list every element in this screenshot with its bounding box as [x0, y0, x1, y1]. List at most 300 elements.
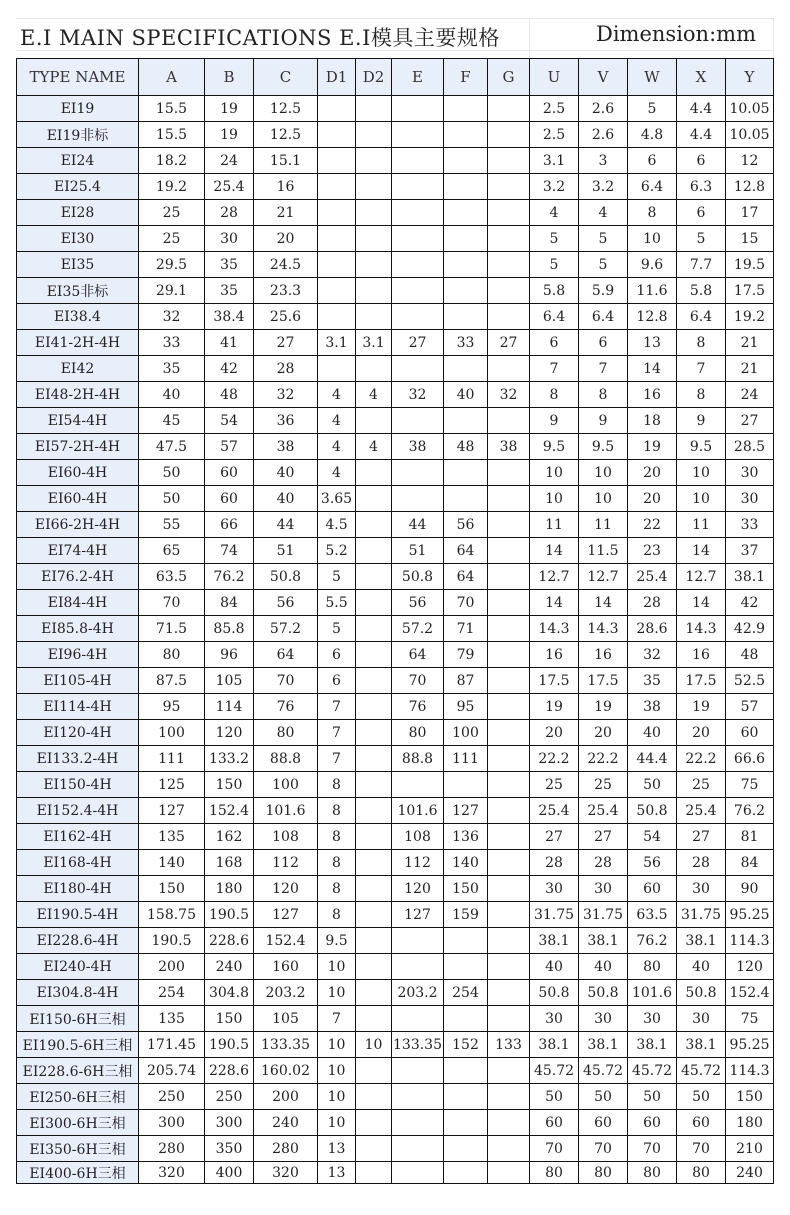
cell-c: 27 [254, 330, 318, 356]
cell-c: 24.5 [254, 252, 318, 278]
cell-x: 6 [677, 148, 726, 174]
type-name-cell: EI133.2-4H [17, 746, 139, 772]
column-header-type-name: TYPE NAME [17, 59, 139, 96]
type-name-cell: EI24 [17, 148, 139, 174]
cell-d2 [356, 538, 392, 564]
cell-e: 88.8 [392, 746, 444, 772]
cell-y: 152.4 [726, 980, 774, 1006]
cell-g: 27 [488, 330, 530, 356]
cell-u: 9 [530, 408, 579, 434]
cell-x: 7 [677, 356, 726, 382]
cell-e: 80 [392, 720, 444, 746]
cell-c: 240 [254, 1110, 318, 1136]
cell-x: 11 [677, 512, 726, 538]
cell-v: 50.8 [579, 980, 628, 1006]
cell-g [488, 252, 530, 278]
cell-x: 4.4 [677, 96, 726, 122]
cell-w: 38.1 [628, 1032, 677, 1058]
cell-w: 6.4 [628, 174, 677, 200]
cell-b: 152.4 [205, 798, 254, 824]
cell-f: 159 [444, 902, 488, 928]
cell-c: 70 [254, 668, 318, 694]
cell-u: 28 [530, 850, 579, 876]
table-row [17, 252, 774, 278]
cell-f [444, 486, 488, 512]
type-name-cell: EI54-4H [17, 408, 139, 434]
cell-u: 14.3 [530, 616, 579, 642]
cell-w: 30 [628, 1006, 677, 1032]
cell-v: 25 [579, 772, 628, 798]
type-name-cell: EI162-4H [17, 824, 139, 850]
cell-f [444, 1084, 488, 1110]
cell-f [444, 1136, 488, 1162]
cell-u: 45.72 [530, 1058, 579, 1084]
cell-a: 135 [139, 1006, 205, 1032]
cell-b: 35 [205, 278, 254, 304]
column-header-a: A [139, 59, 205, 96]
cell-a: 63.5 [139, 564, 205, 590]
cell-g [488, 694, 530, 720]
cell-a: 47.5 [139, 434, 205, 460]
cell-x: 10 [677, 460, 726, 486]
cell-w: 22 [628, 512, 677, 538]
cell-b: 74 [205, 538, 254, 564]
cell-v: 14 [579, 590, 628, 616]
cell-y: 27 [726, 408, 774, 434]
cell-u: 25.4 [530, 798, 579, 824]
type-name-cell: EI300-6H三相 [17, 1110, 139, 1136]
cell-d1: 8 [318, 902, 356, 928]
cell-d2 [356, 824, 392, 850]
cell-w: 12.8 [628, 304, 677, 330]
cell-a: 135 [139, 824, 205, 850]
sheet-gridline [529, 18, 530, 58]
type-name-cell: EI66-2H-4H [17, 512, 139, 538]
cell-w: 23 [628, 538, 677, 564]
cell-b: 228.6 [205, 928, 254, 954]
cell-g [488, 174, 530, 200]
cell-c: 15.1 [254, 148, 318, 174]
cell-d1 [318, 96, 356, 122]
cell-e: 108 [392, 824, 444, 850]
cell-d1 [318, 304, 356, 330]
cell-c: 12.5 [254, 96, 318, 122]
cell-f [444, 1162, 488, 1184]
cell-u: 25 [530, 772, 579, 798]
cell-u: 19 [530, 694, 579, 720]
type-name-cell: EI38.4 [17, 304, 139, 330]
cell-u: 27 [530, 824, 579, 850]
page-title: E.I MAIN SPECIFICATIONS E.I模具主要规格 [20, 26, 500, 50]
cell-b: 250 [205, 1084, 254, 1110]
cell-v: 22.2 [579, 746, 628, 772]
type-name-cell: EI304.8-4H [17, 980, 139, 1006]
cell-e [392, 174, 444, 200]
cell-w: 20 [628, 486, 677, 512]
cell-f: 111 [444, 746, 488, 772]
table-row [17, 486, 774, 512]
cell-e: 127 [392, 902, 444, 928]
cell-b: 162 [205, 824, 254, 850]
cell-g [488, 1162, 530, 1184]
cell-x: 4.4 [677, 122, 726, 148]
cell-a: 150 [139, 876, 205, 902]
cell-c: 76 [254, 694, 318, 720]
cell-y: 12.8 [726, 174, 774, 200]
cell-w: 101.6 [628, 980, 677, 1006]
cell-e [392, 460, 444, 486]
cell-b: 25.4 [205, 174, 254, 200]
cell-g [488, 1058, 530, 1084]
cell-u: 31.75 [530, 902, 579, 928]
cell-d1 [318, 148, 356, 174]
cell-c: 127 [254, 902, 318, 928]
table-row [17, 980, 774, 1006]
cell-f [444, 356, 488, 382]
cell-c: 160 [254, 954, 318, 980]
cell-e: 50.8 [392, 564, 444, 590]
cell-a: 50 [139, 486, 205, 512]
cell-w: 44.4 [628, 746, 677, 772]
column-header-u: U [530, 59, 579, 96]
cell-d2 [356, 928, 392, 954]
cell-a: 111 [139, 746, 205, 772]
cell-w: 50.8 [628, 798, 677, 824]
cell-b: 19 [205, 122, 254, 148]
cell-b: 300 [205, 1110, 254, 1136]
cell-d2 [356, 720, 392, 746]
cell-g [488, 668, 530, 694]
cell-v: 40 [579, 954, 628, 980]
cell-y: 15 [726, 226, 774, 252]
cell-d1: 5.5 [318, 590, 356, 616]
type-name-cell: EI180-4H [17, 876, 139, 902]
cell-b: 240 [205, 954, 254, 980]
table-row [17, 1006, 774, 1032]
cell-u: 80 [530, 1162, 579, 1184]
cell-d2: 4 [356, 434, 392, 460]
cell-u: 30 [530, 876, 579, 902]
cell-v: 3.2 [579, 174, 628, 200]
cell-f: 70 [444, 590, 488, 616]
cell-d2 [356, 96, 392, 122]
cell-d1: 6 [318, 668, 356, 694]
cell-u: 2.5 [530, 96, 579, 122]
type-name-cell: EI190.5-6H三相 [17, 1032, 139, 1058]
cell-b: 304.8 [205, 980, 254, 1006]
cell-c: 100 [254, 772, 318, 798]
cell-x: 30 [677, 876, 726, 902]
table-row [17, 330, 774, 356]
cell-g [488, 720, 530, 746]
type-name-cell: EI400-6H三相 [17, 1162, 139, 1184]
cell-w: 50 [628, 1084, 677, 1110]
cell-g [488, 954, 530, 980]
cell-c: 120 [254, 876, 318, 902]
cell-g [488, 148, 530, 174]
cell-y: 10.05 [726, 122, 774, 148]
cell-f: 40 [444, 382, 488, 408]
cell-w: 45.72 [628, 1058, 677, 1084]
column-header-d2: D2 [356, 59, 392, 96]
cell-e: 64 [392, 642, 444, 668]
cell-u: 9.5 [530, 434, 579, 460]
cell-y: 33 [726, 512, 774, 538]
cell-w: 5 [628, 96, 677, 122]
cell-x: 19 [677, 694, 726, 720]
cell-w: 38 [628, 694, 677, 720]
cell-u: 70 [530, 1136, 579, 1162]
cell-f [444, 122, 488, 148]
cell-e: 101.6 [392, 798, 444, 824]
cell-f: 100 [444, 720, 488, 746]
cell-g [488, 824, 530, 850]
cell-w: 40 [628, 720, 677, 746]
cell-a: 55 [139, 512, 205, 538]
cell-e: 56 [392, 590, 444, 616]
cell-g: 133 [488, 1032, 530, 1058]
cell-v: 19 [579, 694, 628, 720]
cell-u: 5.8 [530, 278, 579, 304]
cell-d2 [356, 512, 392, 538]
type-name-cell: EI19 [17, 96, 139, 122]
cell-w: 63.5 [628, 902, 677, 928]
cell-c: 20 [254, 226, 318, 252]
cell-d1: 10 [318, 1058, 356, 1084]
cell-v: 45.72 [579, 1058, 628, 1084]
cell-d1: 4 [318, 460, 356, 486]
table-row [17, 902, 774, 928]
cell-f [444, 928, 488, 954]
cell-b: 190.5 [205, 1032, 254, 1058]
cell-a: 29.1 [139, 278, 205, 304]
cell-f: 254 [444, 980, 488, 1006]
cell-v: 12.7 [579, 564, 628, 590]
cell-x: 28 [677, 850, 726, 876]
cell-y: 81 [726, 824, 774, 850]
cell-w: 80 [628, 954, 677, 980]
cell-g [488, 1136, 530, 1162]
cell-d1 [318, 200, 356, 226]
table-row [17, 434, 774, 460]
cell-y: 37 [726, 538, 774, 564]
cell-c: 12.5 [254, 122, 318, 148]
cell-e: 133.35 [392, 1032, 444, 1058]
table-row [17, 1084, 774, 1110]
cell-v: 2.6 [579, 96, 628, 122]
cell-y: 24 [726, 382, 774, 408]
table-row [17, 408, 774, 434]
cell-y: 95.25 [726, 1032, 774, 1058]
cell-d1: 6 [318, 642, 356, 668]
type-name-cell: EI120-4H [17, 720, 139, 746]
cell-e [392, 954, 444, 980]
cell-d2 [356, 902, 392, 928]
cell-w: 60 [628, 876, 677, 902]
cell-x: 22.2 [677, 746, 726, 772]
column-header-d1: D1 [318, 59, 356, 96]
cell-u: 38.1 [530, 1032, 579, 1058]
cell-u: 3.1 [530, 148, 579, 174]
cell-v: 70 [579, 1136, 628, 1162]
type-name-cell: EI190.5-4H [17, 902, 139, 928]
cell-d2 [356, 564, 392, 590]
cell-a: 70 [139, 590, 205, 616]
cell-d2 [356, 798, 392, 824]
cell-b: 120 [205, 720, 254, 746]
cell-y: 75 [726, 1006, 774, 1032]
cell-v: 2.6 [579, 122, 628, 148]
table-row [17, 1162, 774, 1184]
type-name-cell: EI48-2H-4H [17, 382, 139, 408]
cell-d2 [356, 590, 392, 616]
cell-x: 20 [677, 720, 726, 746]
cell-a: 29.5 [139, 252, 205, 278]
column-header-x: X [677, 59, 726, 96]
cell-x: 14 [677, 538, 726, 564]
cell-v: 5.9 [579, 278, 628, 304]
cell-b: 85.8 [205, 616, 254, 642]
cell-f: 56 [444, 512, 488, 538]
cell-c: 101.6 [254, 798, 318, 824]
cell-a: 15.5 [139, 122, 205, 148]
column-header-c: C [254, 59, 318, 96]
cell-x: 8 [677, 330, 726, 356]
header-row [17, 59, 774, 96]
table-row [17, 746, 774, 772]
table-row [17, 1032, 774, 1058]
cell-a: 100 [139, 720, 205, 746]
cell-d2 [356, 278, 392, 304]
table-row [17, 278, 774, 304]
cell-c: 51 [254, 538, 318, 564]
column-header-f: F [444, 59, 488, 96]
cell-w: 70 [628, 1136, 677, 1162]
cell-b: 96 [205, 642, 254, 668]
cell-e [392, 1006, 444, 1032]
type-name-cell: EI35非标 [17, 278, 139, 304]
cell-c: 16 [254, 174, 318, 200]
cell-b: 84 [205, 590, 254, 616]
table-row [17, 694, 774, 720]
table-row [17, 174, 774, 200]
cell-d2 [356, 408, 392, 434]
cell-w: 35 [628, 668, 677, 694]
cell-a: 15.5 [139, 96, 205, 122]
table-body [17, 96, 774, 1184]
cell-x: 31.75 [677, 902, 726, 928]
cell-x: 14.3 [677, 616, 726, 642]
cell-e [392, 148, 444, 174]
table-row [17, 1136, 774, 1162]
cell-f: 33 [444, 330, 488, 356]
cell-u: 38.1 [530, 928, 579, 954]
cell-c: 105 [254, 1006, 318, 1032]
cell-b: 400 [205, 1162, 254, 1184]
cell-e [392, 1136, 444, 1162]
type-name-cell: EI168-4H [17, 850, 139, 876]
cell-w: 25.4 [628, 564, 677, 590]
cell-v: 20 [579, 720, 628, 746]
cell-e [392, 252, 444, 278]
cell-f: 150 [444, 876, 488, 902]
cell-f [444, 148, 488, 174]
cell-u: 40 [530, 954, 579, 980]
cell-y: 48 [726, 642, 774, 668]
type-name-cell: EI96-4H [17, 642, 139, 668]
cell-x: 38.1 [677, 1032, 726, 1058]
cell-g [488, 590, 530, 616]
type-name-cell: EI150-6H三相 [17, 1006, 139, 1032]
cell-g [488, 512, 530, 538]
cell-x: 12.7 [677, 564, 726, 590]
cell-d2 [356, 252, 392, 278]
table-row [17, 850, 774, 876]
type-name-cell: EI250-6H三相 [17, 1084, 139, 1110]
cell-e: 51 [392, 538, 444, 564]
cell-g [488, 798, 530, 824]
table-row [17, 798, 774, 824]
cell-e [392, 122, 444, 148]
cell-d1: 10 [318, 1032, 356, 1058]
cell-c: 320 [254, 1162, 318, 1184]
cell-e [392, 486, 444, 512]
cell-x: 6.3 [677, 174, 726, 200]
cell-c: 112 [254, 850, 318, 876]
cell-g [488, 200, 530, 226]
cell-w: 28.6 [628, 616, 677, 642]
cell-d2 [356, 356, 392, 382]
cell-y: 19.2 [726, 304, 774, 330]
cell-u: 17.5 [530, 668, 579, 694]
cell-e [392, 278, 444, 304]
cell-g: 32 [488, 382, 530, 408]
cell-c: 160.02 [254, 1058, 318, 1084]
cell-a: 87.5 [139, 668, 205, 694]
cell-d2 [356, 616, 392, 642]
cell-y: 76.2 [726, 798, 774, 824]
cell-v: 10 [579, 486, 628, 512]
cell-g [488, 616, 530, 642]
cell-x: 25.4 [677, 798, 726, 824]
cell-c: 200 [254, 1084, 318, 1110]
cell-b: 35 [205, 252, 254, 278]
cell-w: 13 [628, 330, 677, 356]
table-row [17, 512, 774, 538]
cell-e: 112 [392, 850, 444, 876]
cell-d2 [356, 1058, 392, 1084]
cell-f [444, 252, 488, 278]
cell-g [488, 1110, 530, 1136]
cell-d2 [356, 746, 392, 772]
cell-a: 127 [139, 798, 205, 824]
cell-d1 [318, 226, 356, 252]
cell-c: 57.2 [254, 616, 318, 642]
cell-x: 60 [677, 1110, 726, 1136]
cell-u: 10 [530, 486, 579, 512]
cell-f [444, 954, 488, 980]
cell-y: 10.05 [726, 96, 774, 122]
cell-d2 [356, 304, 392, 330]
cell-b: 60 [205, 486, 254, 512]
cell-d1: 3.65 [318, 486, 356, 512]
cell-v: 38.1 [579, 928, 628, 954]
cell-a: 50 [139, 460, 205, 486]
cell-g [488, 980, 530, 1006]
cell-f: 64 [444, 564, 488, 590]
table-row [17, 616, 774, 642]
cell-w: 32 [628, 642, 677, 668]
